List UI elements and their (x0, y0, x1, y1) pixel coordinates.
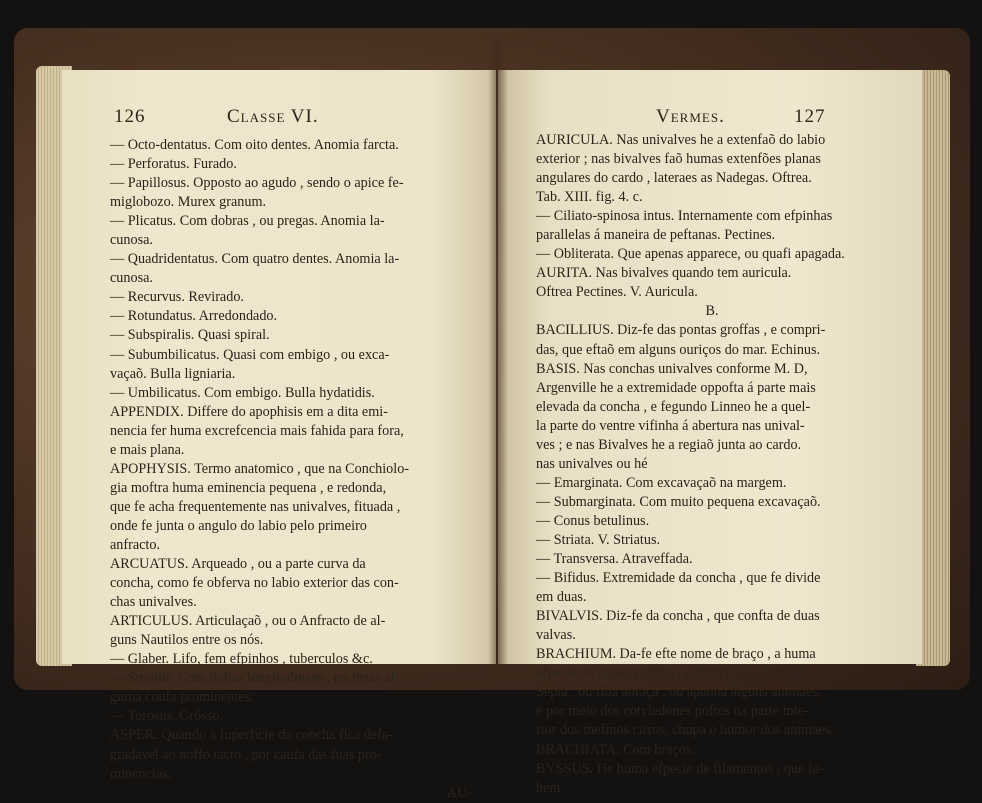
left-text-line: que fe acha frequentemente nas univalves, fituada , (110, 498, 401, 515)
left-text-line: — Umbilicatus. Com embigo. Bulla hydatidis. (110, 384, 375, 401)
left-text-line: nencia fer huma excrefcencia mais fahida para fora, (110, 422, 404, 439)
right-text-line: — Transversa. Atraveffada. (536, 551, 693, 568)
right-text-line: e por meio dos cotyledones poftos na parte inte- (536, 703, 809, 720)
right-text-line: BRACHIUM. Da-fe efte nome de braço , a huma (536, 646, 816, 663)
left-text-line: ARCUATUS. Arqueado , ou a parte curva da (110, 556, 366, 573)
right-text-line: em duas. (536, 589, 587, 606)
right-page-body (536, 131, 888, 798)
right-text-line: angulares do cardo , lateraes as Nadegas. Oftrea. (536, 170, 812, 187)
right-text-line: das, que eftaõ em alguns ouriços do mar. Echinus. (536, 341, 821, 358)
right-text-line: Sepia , ou fiba abraça , ou apanha alguns animaes, (536, 684, 822, 701)
right-text-line: elevada da concha , e fegundo Linneo he a quel- (536, 398, 811, 415)
right-text-line: BASIS. Nas conchas univalves conforme M. D, (536, 360, 808, 377)
page-number-left: 126 (114, 106, 146, 127)
left-text-line: — Quadridentatus. Com quatro dentes. Anomia la- (110, 251, 400, 268)
right-text-line: hem (536, 779, 561, 796)
left-text-line: vaçaõ. Bulla ligniaria. (110, 365, 236, 382)
left-text-line: e mais plana. (110, 441, 185, 458)
left-text-line: APOPHYSIS. Termo anatomico , que na Conchiolo- (110, 460, 410, 477)
right-text-line: BACILLIUS. Diz-fe das pontas groffas , e compri- (536, 322, 826, 339)
page-number-right: 127 (794, 106, 826, 127)
left-text-line: — Papillosus. Opposto ao agudo , sendo o apice fe- (110, 175, 404, 192)
left-text-line: — Octo-dentatus. Com oito dentes. Anomia farcta. (110, 137, 399, 153)
right-text-line: — Ciliato-spinosa intus. Internamente com efpinhas (536, 208, 833, 225)
right-text-line: B. (705, 303, 719, 320)
right-text-line: BRACHIATA. Com braços. (536, 741, 695, 758)
right-text-line: AURICULA. Nas univalves he a extenfaõ do labio (536, 132, 826, 148)
left-text-line: onde fe junta o angulo do labio pelo primeiro (110, 517, 367, 534)
left-text-line: — Torosus. Grôsso. (110, 708, 224, 725)
right-text-line: BYSSUS. He huma efpecie de filamentos , que fa- (536, 760, 824, 777)
right-text-line: — Bifidus. Extremidade da concha , que fe divide (536, 570, 821, 587)
left-text-line: — Plicatus. Com dobras , ou pregas. Anomia la- (110, 213, 385, 230)
left-text-line: cunosa. (110, 270, 153, 287)
right-text-line: parallelas á maneira de peftanas. Pectines. (536, 227, 776, 244)
left-text-line: APPENDIX. Differe do apophisis em a dita emi- (110, 403, 388, 420)
left-text-line: chas univalves. (110, 594, 197, 611)
right-text-line: BIVALVIS. Diz-fe da concha , que confta de duas (536, 608, 820, 625)
left-text-line: guns Nautilos entre os nós. (110, 632, 264, 649)
right-text-line: — Submarginata. Com muito pequena excavaçaõ. (536, 493, 821, 510)
right-text-line: — Striata. V. Striatus. (536, 531, 661, 548)
right-text-line: Tab. XIII. fig. 4. c. (536, 189, 643, 206)
left-text-line: gradavel ao noffo tacto , por caufa das fuas pro- (110, 746, 382, 763)
left-text-line: guma coufa prominentes. (110, 689, 254, 706)
right-text-line: exterior ; nas bivalves faõ humas extenfões planas (536, 151, 821, 168)
right-text-line: efpecie de cirros groffos , e compridos, com que a (536, 665, 820, 682)
right-text-line: nas univalves ou hé (536, 455, 648, 472)
left-page-body (110, 136, 472, 803)
left-text-line: — Recurvus. Revirado. (110, 289, 244, 306)
running-head-right: Vermes. (656, 106, 725, 127)
left-text-line: — Glaber. Lifo, fem efpinhos , tuberculos &c. (110, 651, 373, 668)
left-text-line: ARTICULUS. Articulaçaõ , ou o Anfracto de al- (110, 613, 386, 630)
left-text-line: anfracto. (110, 536, 161, 553)
left-text-line: ASPER. Quando a fuperficie da concha fica defa- (110, 727, 393, 744)
left-text-line: minencias. (110, 765, 172, 782)
left-text-line: — Striatus. Com linhas longitudinaes , ou ftrias al- (110, 670, 400, 687)
running-head-left: Classe VI. (227, 106, 319, 127)
left-text-line: — Subumbilicatus. Quasi com embigo , ou exca- (110, 346, 390, 363)
right-text-line: — Conus betulinus. (536, 512, 650, 529)
right-text-line: AURITA. Nas bivalves quando tem auricula. (536, 265, 792, 282)
right-text-line: rior dos mefmos cirros, chupa o humor dos animaes. (536, 722, 834, 739)
right-page (498, 70, 922, 796)
right-text-line: — Emarginata. Com excavaçaõ na margem. (536, 474, 787, 491)
right-text-line: la parte do ventre vifinha á abertura nas unival- (536, 417, 805, 434)
right-text-line: valvas. (536, 627, 576, 644)
right-text-line: — Obliterata. Que apenas apparece, ou quafi apagada. (536, 246, 845, 263)
left-text-line: gia moftra huma eminencia pequena , e redonda, (110, 479, 387, 496)
left-text-line: — Subspiralis. Quasi spiral. (110, 327, 270, 344)
left-text-line: miglobozo. Murex granum. (110, 194, 267, 211)
left-text-line: cunosa. (110, 232, 153, 249)
right-text-line: Argenville he a extremidade oppofta á parte mais (536, 379, 816, 396)
catchword: AU- (446, 784, 472, 801)
right-text-line: Oftrea Pectines. V. Auricula. (536, 284, 698, 301)
left-text-line: — Perforatus. Furado. (110, 156, 237, 173)
left-text-line: — Rotundatus. Arredondado. (110, 308, 278, 325)
book-gutter (488, 40, 508, 680)
right-text-line: ves ; e nas Bivalves he a regiaõ junta ao cardo. (536, 436, 802, 453)
left-page (62, 70, 496, 801)
left-text-line: concha, como fe obferva no labio exterior das con- (110, 575, 399, 592)
